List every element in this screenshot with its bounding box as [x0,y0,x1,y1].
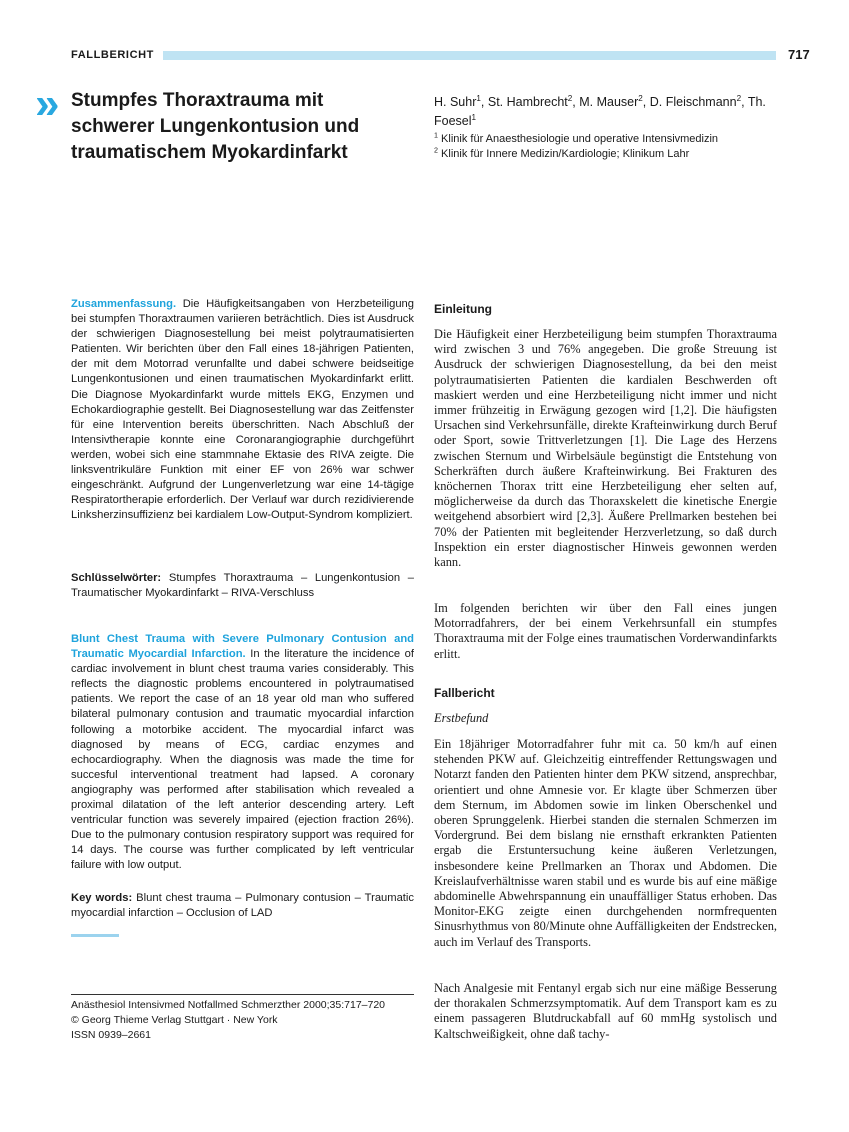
section-label: FALLBERICHT [71,49,154,61]
case-paragraph: Nach Analgesie mit Fentanyl ergab sich nur eine mäßige Besserung der thorakalen Schmerzsymptomatik. Auf dem Transport kam es zu einem passageren Blutdruckabfall auf 60 mmHg systolisch und Kaltschweißigkeit, ohne daß tachy- [434,981,777,1041]
footer [71,998,414,1043]
keywords-german [71,571,414,601]
page-number: 717 [788,47,810,62]
affiliations [434,132,784,162]
affiliation: $^1$ Klinik für Anaesthesiologie und operative Intensivmedizin [434,131,719,145]
author: Th. Foesel$^1$ [434,95,766,128]
author: M. Mauser$^2$ [579,93,643,109]
case-heading: Fallbericht [434,686,495,700]
case-subheading: Erstbefund [434,711,489,725]
author: D. Fleischmann$^2$ [649,93,742,109]
article-title: Stumpfes Thoraxtrauma mit schwerer Lungenkontusion und traumatischem Myokardinfarkt [71,90,360,163]
issn: ISSN 0939–2661 [71,1029,151,1041]
keywords-text: Stumpfes Thoraxtrauma – Lungenkontusion – Traumatischer Myokardinfarkt – RIVA-Verschluss [71,572,415,600]
case-paragraph: Ein 18jähriger Motorradfahrer fuhr mit ca. 50 km/h auf einen stehenden PKW auf. Gleichzeitig eintreffender Rettungswagen und Notarzt fanden den Patienten hinter dem PKW sitzend, ansprechbar, orientiert und ohne Amnesie vor. Er klagte über Schmerzen über dem Sternum, im Abdomen sowie im linken Oberschenkel und oberen Sprunggelenk. Hierbei standen die sternalen Schmerzen im Vordergrund. Bei dem bislang nie ernsthaft erkrankten Patienten ergab die Erstuntersuchung keine äußeren Verletzungen, insbesondere keine Prellmarken an Thorax und Abdomen. Die Kreislaufverhältnisse waren stabil und es wurde bis auf eine mäßige abdominelle Abwehrspannung ein unauffälliger Status erhoben. Das Monitor-EKG zeigte einen durchgehenden normfrequenten Sinusrhythmus von 80/Minute ohne Auffälligkeiten der Endstrecken, auch im Verlauf des Transports. [434,737,777,949]
intro-paragraph: Im folgenden berichten wir über den Fall eines jungen Motorradfahrers, der bei einem Verkehrsunfall ein stumpfes Thoraxtrauma mit der Folge eines traumatischen Vorderwandinfarkts erlitt. [434,601,777,661]
author-list: H. Suhr$^1$, St. Hambrecht$^2$, M. Mauser$^2$, D. Fleischmann$^2$, Th. Foesel$^1$ [434,93,766,128]
intro-heading: Einleitung [434,302,492,316]
author: St. Hambrecht$^2$ [487,93,573,109]
abstract-german [71,297,414,523]
intro-paragraph: Die Häufigkeit einer Herzbeteiligung beim stumpfen Thoraxtrauma wird zwischen 3 und 76% angegeben. Die große Streuung ist Ausdruck der schwierigen Diagnosestellung, da bei den meist polytraumatisierten Patienten die kardialen Beschwerden oft maskiert werden und eine Herzbeteiligung nicht immer und nicht immer frühzeitig in Erwägung gezogen wird [1,2]. Die häufigsten Ursachen sind Verkehrsunfälle, direkte Krafteinwirkung durch Beruf oder Sport, sowie Trittverletzungen [1]. Die Lage des Herzens zwischen Sternum und Wirbelsäule begünstigt die Entstehung von Scherkräften durch äußere Krafteinwirkung. Bei Frakturen des knöchernen Thorax tritt eine Herzbeteiligung eher selten auf, möglicherweise da durch das Thoraxskelett die kinetische Energie weitgehend absorbiert wird [2,3]. Äußere Prellmarken bestehen bei 70% der Patienten mit begleitender Herzverletzung, so daß durch Inspektion ein erster diagnostischer Hinweis gewonnen werden kann. [434,327,777,570]
abstract-title: Blunt Chest Trauma with Severe Pulmonary Contusion and Traumatic Myocardial Infarction. [71,633,414,661]
quote-mark-icon: » [35,79,60,128]
keywords-label: Key words: [71,892,133,904]
publisher: © Georg Thieme Verlag Stuttgart · New York [71,1014,278,1026]
abstract-text: Die Häufigkeitsangaben von Herzbeteiligung bei stumpfen Thoraxtraumen variieren beträchtlich. Dies ist Ausdruck der schwierigen Diagnosestellung bei meist polytraumatisierten Patienten. Wir berichten über den Fall eines 18-jährigen Patienten, der mit dem Motorrad verunfallte und dabei schwere beidseitige Lungenkontusionen und einen traumatischen Myokardinfarkt erlitt. Die Diagnose Myokardinfarkt wurde mittels EKG, Enzymen und Echokardiographie gestellt. Bei Diagnosestellung war das Zeitfenster für eine Intervention bereits überschritten. Nach Abschluß der Intensivtherapie konnte eine Coronarangiographie durchgeführt werden, wobei sich eine stammnahe Ektasie des RIVA zeigte. Die linksventrikuläre Funktion mit einer EF von 26% war schwer eingeschränkt. Aufgrund der Lungenverletzung war eine 14-tägige Respiratortherapie erforderlich. Der Verlauf war durch rezidivierende Linksherzinsuffizienz bei kardialem Low-Output-Syndrom kompliziert. [71,298,414,522]
keywords-label: Schlüsselwörter: [71,572,162,584]
accent-line [71,934,119,937]
abstract-text: In the literature the incidence of cardiac involvement in blunt chest trauma varies considerably. This reflects the diagnostic problems encountered in polytraumatised patients. We report the case of an 18 year old man who suffered bilateral pulmonary contusion and traumatic myocardial infarction following a motorbike accident. The myocardial infarct was diagnosed by means of ECG, cardiac enzymes and echocardiography. When the diagnosis was made the time for succesful interventional treatment had lapsed. A coronary angiography was performed after stabilisation which revealed a proximal dilatation of the left anterior descending artery. Left ventricular function was severely impaired (ejection fraction 26%). Due to the pulmonary contusion respiratory support was required for 14 days. The course was further complicated by left ventricular failure with low output. [71,648,414,872]
author: H. Suhr$^1$ [434,93,481,109]
keywords-text: Blunt chest trauma – Pulmonary contusion – Traumatic myocardial infarction – Occlusion of LAD [71,892,414,920]
keywords-english [71,891,414,921]
affiliation: $^2$ Klinik für Innere Medizin/Kardiologie; Klinikum Lahr [434,146,690,160]
header-bar [163,51,776,60]
citation: Anästhesiol Intensivmed Notfallmed Schmerzther 2000;35:717–720 [71,999,386,1011]
footer-divider [71,994,414,995]
abstract-english [71,632,414,874]
abstract-label: Zusammenfassung. [71,298,177,310]
